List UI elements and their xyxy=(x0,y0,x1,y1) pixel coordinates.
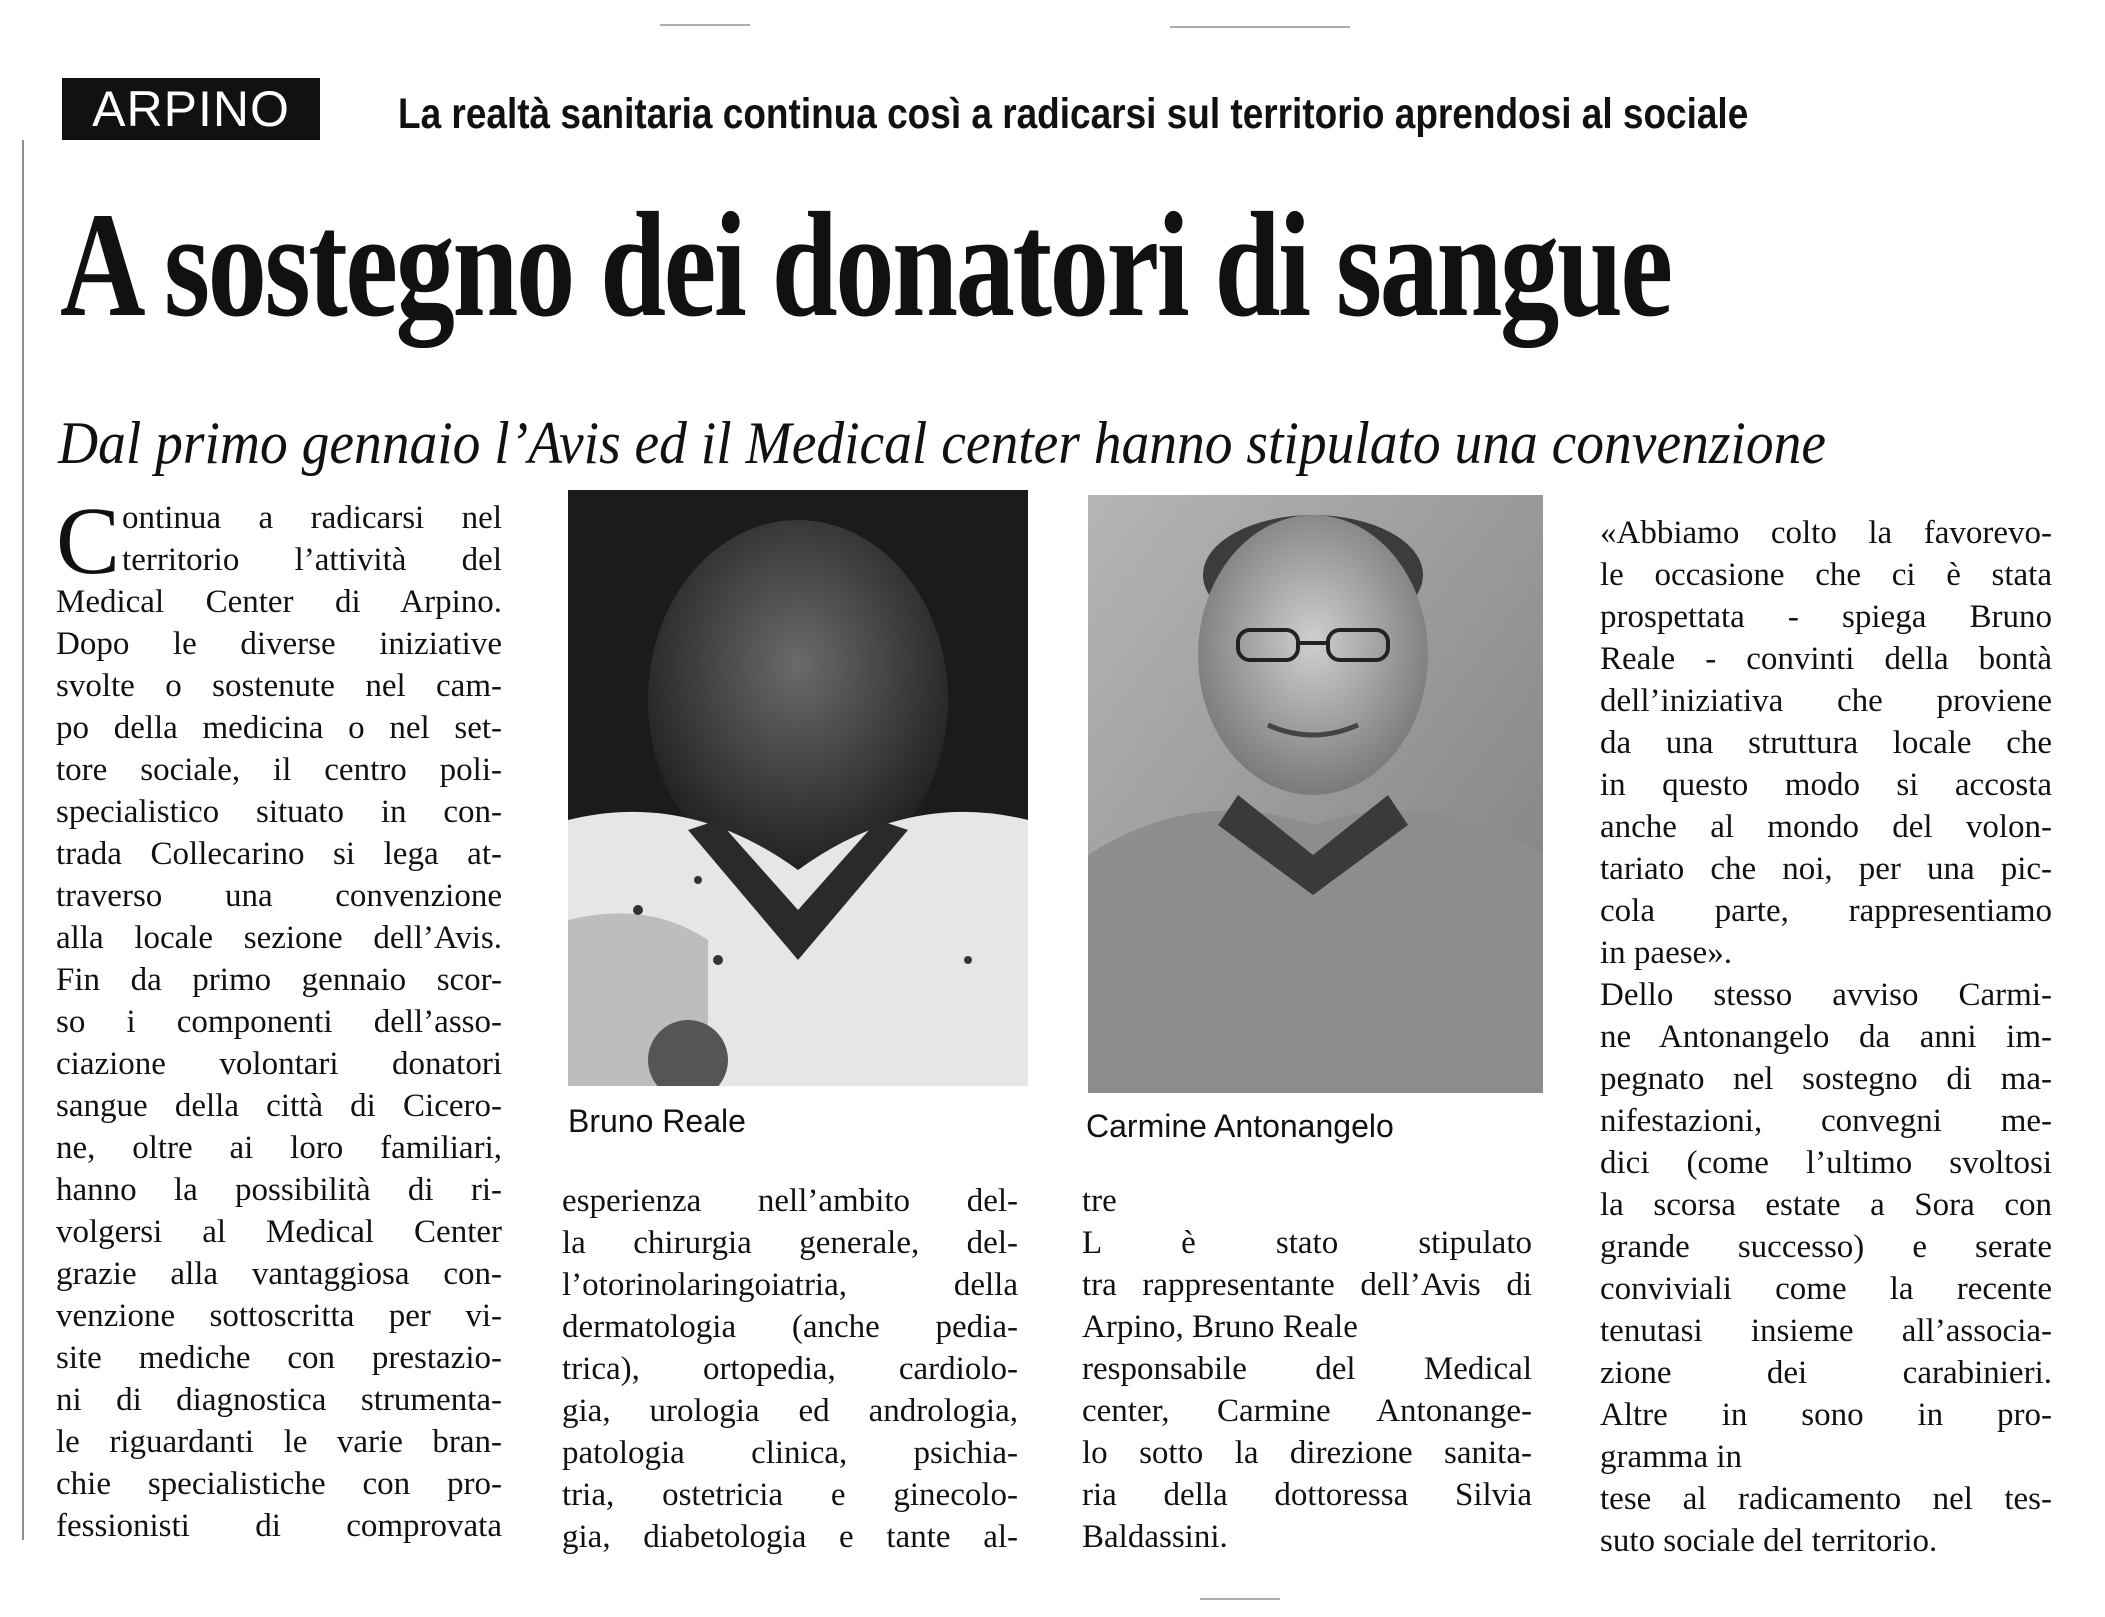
text-line: trica), ortopedia, cardiolo- xyxy=(562,1351,1018,1387)
photo-caption: Bruno Reale xyxy=(568,1103,746,1139)
text-line: gramma in xyxy=(1600,1439,1743,1475)
section-label: ARPINO xyxy=(62,78,320,140)
text-line: le occasione che ci è stata xyxy=(1600,557,2052,593)
text-line: anche al mondo del volon- xyxy=(1600,809,2052,845)
text-line: esperienza nell’ambito del- xyxy=(562,1183,1018,1219)
text-line: alla locale sezione dell’Avis. xyxy=(56,920,502,956)
text-line: ciazione volontari donatori xyxy=(56,1046,502,1082)
text-line: suto sociale del territorio. xyxy=(1600,1523,1938,1559)
text-line: hanno la possibilità di ri- xyxy=(56,1172,502,1208)
article-column-4 xyxy=(1600,512,2052,1562)
photo-bruno-reale xyxy=(568,490,1028,1086)
scan-mark xyxy=(660,24,750,26)
text-line: responsabile del Medical xyxy=(1082,1351,1532,1387)
text-line: traverso una convenzione xyxy=(56,878,502,914)
text-line: site mediche con prestazio- xyxy=(56,1340,502,1376)
text-line: dermatologia (anche pedia- xyxy=(562,1309,1018,1345)
portrait-image xyxy=(568,490,1028,1086)
text-line: tore sociale, il centro poli- xyxy=(56,752,502,788)
drop-cap: C xyxy=(56,487,121,594)
text-line: volgersi al Medical Center xyxy=(56,1214,502,1250)
text-line: Altre in sono in pro- xyxy=(1600,1397,2052,1433)
text-line: patologia clinica, psichia- xyxy=(562,1435,1018,1471)
text-line: lo sotto la direzione sanita- xyxy=(1082,1435,1532,1471)
scan-mark xyxy=(1200,1598,1280,1600)
text-line: Baldassini. xyxy=(1082,1519,1228,1555)
scan-mark xyxy=(1170,26,1350,28)
scan-edge-line xyxy=(22,140,24,1540)
text-line: la scorsa estate a Sora con xyxy=(1600,1187,2052,1223)
text-line: tra rappresentante dell’Avis di xyxy=(1082,1267,1532,1303)
text-line: territorio l’attività del xyxy=(122,542,502,578)
text-line: Medical Center di Arpino. xyxy=(56,584,502,620)
portrait-image xyxy=(1088,495,1543,1093)
text-line: le riguardanti le varie bran- xyxy=(56,1424,502,1460)
text-line: ne Antonangelo da anni im- xyxy=(1600,1019,2052,1055)
text-line: gia, diabetologia e tante al- xyxy=(562,1519,1018,1555)
subheadline: Dal primo gennaio l’Avis ed il Medical center hanno stipulato una convenzione xyxy=(58,410,1826,476)
text-line: chie specialistiche con pro- xyxy=(56,1466,502,1502)
text-line: dici (come l’ultimo svoltosi xyxy=(1600,1145,2052,1181)
text-line: grazie alla vantaggiosa con- xyxy=(56,1256,502,1292)
text-line: ontinua a radicarsi nel xyxy=(122,500,502,536)
text-line: Reale - convinti della bontà xyxy=(1600,641,2052,677)
text-line: gia, urologia ed andrologia, xyxy=(562,1393,1018,1429)
text-line: in questo modo si accosta xyxy=(1600,767,2052,803)
text-line: sangue della città di Cicero- xyxy=(56,1088,502,1124)
text-line: fessionisti di comprovata xyxy=(56,1508,502,1544)
text-line: grande successo) e serate xyxy=(1600,1229,2052,1265)
text-line: trada Collecarino si lega at- xyxy=(56,836,502,872)
photo-caption: Carmine Antonangelo xyxy=(1086,1108,1394,1144)
text-line: tenutasi insieme all’associa- xyxy=(1600,1313,2052,1349)
text-line: la chirurgia generale, del- xyxy=(562,1225,1018,1261)
text-line: so i componenti dell’asso- xyxy=(56,1004,502,1040)
text-line: svolte o sostenute nel cam- xyxy=(56,668,502,704)
kicker: La realtà sanitaria continua così a radicarsi sul territorio aprendosi al sociale xyxy=(398,90,1749,138)
text-line: Dello stesso avviso Carmi- xyxy=(1600,977,2052,1013)
text-line: ria della dottoressa Silvia xyxy=(1082,1477,1532,1513)
text-line: cola parte, rappresentiamo xyxy=(1600,893,2052,929)
text-line: Dopo le diverse iniziative xyxy=(56,626,502,662)
text-line: in paese». xyxy=(1600,935,1732,971)
article-column-3 xyxy=(1082,1180,1532,1558)
text-line: center, Carmine Antonange- xyxy=(1082,1393,1532,1429)
text-line: ni di diagnostica strumenta- xyxy=(56,1382,502,1418)
text-line: nifestazioni, convegni me- xyxy=(1600,1103,2052,1139)
text-line: prospettata - spiega Bruno xyxy=(1600,599,2052,635)
text-line: «Abbiamo colto la favorevo- xyxy=(1600,515,2052,551)
text-line: L è stato stipulato xyxy=(1082,1225,1532,1261)
text-line: pegnato nel sostegno di ma- xyxy=(1600,1061,2052,1097)
text-line: ne, oltre ai loro familiari, xyxy=(56,1130,502,1166)
text-line: tria, ostetricia e ginecolo- xyxy=(562,1477,1018,1513)
text-line: tese al radicamento nel tes- xyxy=(1600,1481,2052,1517)
text-line: l’otorinolaringoiatria, della xyxy=(562,1267,1018,1303)
text-line: Arpino, Bruno Reale xyxy=(1082,1309,1358,1345)
text-line: zione dei carabinieri. xyxy=(1600,1355,2052,1391)
text-line: da una struttura locale che xyxy=(1600,725,2052,761)
text-line: Fin da primo gennaio scor- xyxy=(56,962,502,998)
text-line: po della medicina o nel set- xyxy=(56,710,502,746)
text-line: tre xyxy=(1082,1183,1117,1219)
text-line: tariato che noi, per una pic- xyxy=(1600,851,2052,887)
text-line: venzione sottoscritta per vi- xyxy=(56,1298,502,1334)
headline: A sostegno dei donatori di sangue xyxy=(60,182,1671,348)
article-column-1 xyxy=(56,487,502,1547)
text-line: specialistico situato in con- xyxy=(56,794,502,830)
text-line: dell’iniziativa che proviene xyxy=(1600,683,2052,719)
article-column-2 xyxy=(562,1180,1018,1558)
photo-carmine-antonangelo xyxy=(1088,495,1543,1093)
text-line: conviviali come la recente xyxy=(1600,1271,2052,1307)
